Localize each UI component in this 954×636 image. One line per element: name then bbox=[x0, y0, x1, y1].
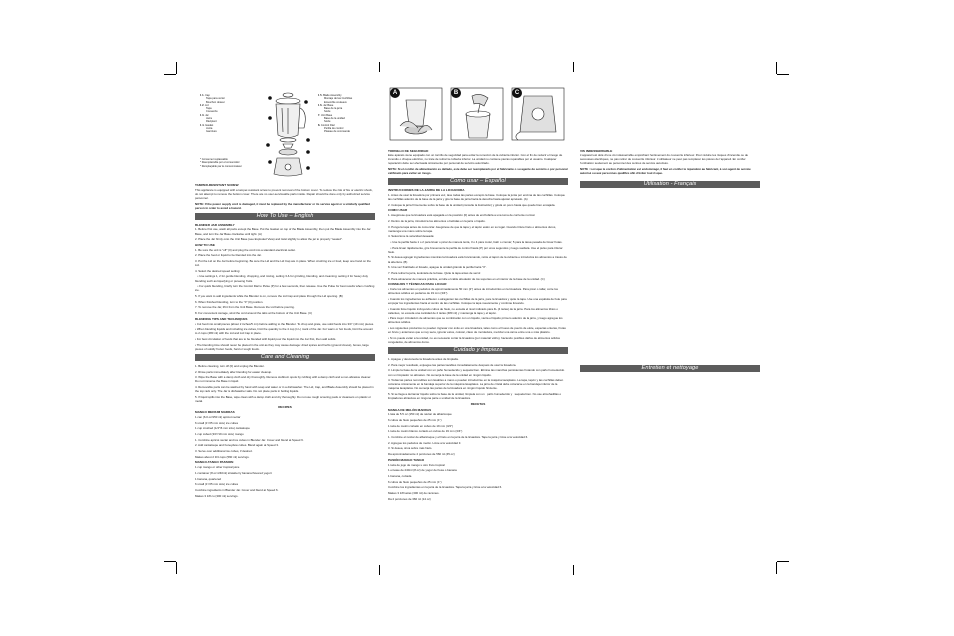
part-text: Garniture bbox=[206, 130, 217, 134]
part-number: 7. bbox=[318, 113, 321, 117]
crop-mark bbox=[573, 62, 574, 72]
screw-text: Este aparato viene equipado con un tornillo de seguridad para evitar la remoción de la cubierta inferior. Con el fin de reducir el riesgo de incendio o choque eléctrico, no trate de retirar la cubierta inferior. La unidad no contiene piezas reparables por el usuario. Cualquier reparación debe ser efectuada únicamente por personal de servicio autorizado. bbox=[388, 153, 563, 166]
recipe-line: 1. Combine apricot nectar and ice cubes in Blender Jar. Cover and blend at Speed 6. bbox=[195, 437, 304, 442]
mango-recipe bbox=[195, 415, 375, 459]
screw-title: TORNILLO DE SEGURIDAD bbox=[388, 148, 429, 153]
recipe-line: Combine ingredients in Blender Jar. Cover and blend at Speed 6. bbox=[195, 487, 279, 492]
how-to-use-step: 3. Put the Lid on the Jar before beginning. Be sure the Lid and the Lid Cap are in place. When crushing ice or food, keep one hand on the Lid. bbox=[195, 259, 372, 268]
blender-assembly-list bbox=[195, 227, 375, 241]
como-step: 3. Ponga la tapa antes de comenzar. Asegúrese de que la tapa y el tapón estén en su lugar. Cuando triture hielo o alimentos duros, mantenga una mano sobre la tapa. bbox=[388, 224, 557, 233]
how-to-use-step: 7. To remove the Jar, lift it from the Unit Base. Remove the Lid before pouring. bbox=[195, 305, 295, 310]
figure-label-c: C bbox=[512, 88, 522, 98]
consejo-item: • Cuando licúe líquido incluyendo cubos de hielo, no exceda el nivel indicado para 4L (4 tazas) de la jarra. Para los alimentos tibios o calientes, no exceda una cantidad de 2 tazas (480 ml) y mantenga la tapa y el tapón. bbox=[388, 306, 559, 315]
part-text: Gasket bbox=[205, 123, 214, 127]
como-sub: COMO USAR bbox=[388, 208, 408, 213]
care-list bbox=[195, 364, 375, 403]
tip-item: • When blending liquids and including ice cubes, limit the quantity to the 4 cup (1 L) mark of the Jar. For warm or hot foods, limit the amount to 2 cups (480 ml) with the Lid and Lid Cap in place. bbox=[195, 327, 374, 336]
pasion-title: PASIÓN MANGO TANGO bbox=[388, 457, 425, 462]
receta-line: 1. Combine el néctar de albaricoque y el hielo en la jarra de la licuadora. Tape la jarra y licúe a la velocidad 6. bbox=[388, 435, 529, 440]
part-text: Lid bbox=[205, 103, 209, 107]
receta-line: Makes 3 1/8 tazas (300 ml) de raciones. bbox=[388, 490, 440, 495]
recipe-line: Makes about 2 3/4 cups (560 ml) servings. bbox=[195, 454, 250, 459]
montaje-list bbox=[388, 193, 568, 207]
entretien-heading: Entretien et nettoyage bbox=[580, 365, 760, 372]
cuidado-step: 4. Todas las partes removibles son lavables a mano o pueden introducirse en la máquina lavaplatos. La tapa, tapón y las cuchillas deben colocarse únicamente en la bandeja superior de la máquina lavaplatos. La jarra de cristal debe colocarse en la bandeja inferior de la máquina lavaplatos. No sumerja las partes de la licuadora en ningún líquido hirviente. bbox=[388, 378, 565, 391]
how-to-use-step: 2. Place the food or liquid to be blended into the Jar. bbox=[195, 253, 262, 258]
how-to-use-step: 8. For convenient storage, wind the cord around the tabs at the bottom of the Unit Base. (C) bbox=[195, 311, 313, 316]
crop-mark bbox=[176, 562, 177, 574]
figure-label-a: A bbox=[390, 88, 400, 98]
recipe-line: 1 can (6.0 oz/150 ml) apricot nectar bbox=[195, 414, 241, 419]
crop-mark bbox=[164, 561, 176, 562]
receta-line: 1 lata de 5.5 oz (150 ml) de néctar de albaricoque bbox=[388, 412, 452, 417]
como-step: 6. Una vez finalizado el licuado, apague la unidad girando la perilla hacia "0". bbox=[388, 265, 487, 270]
mango-es-recipe bbox=[388, 412, 568, 456]
part-number: 8. bbox=[318, 123, 321, 127]
tips-title: BLENDING TIPS AND TECHNIQUES bbox=[195, 316, 248, 321]
tip-item: • Cut food into small pieces (about 2 inches/5 cm) before adding to the Blender. To chop and grate, use solid foods into 3/4" (19 mm) pieces. bbox=[195, 321, 375, 326]
recipe-line: 1 cup crushed (1/4"/6 mm size) cantaloupe bbox=[195, 426, 250, 431]
como-step: 7. Para retirar la jarra, levántela de la base. Quite la tapa antes de servir. bbox=[388, 270, 482, 275]
vis-text: L'appareil est doté d'une vis indesserrable empêchant l'enlèvement du couvercle inférieur. Pour réduire les risques d'incendie ou de secousses électriques, ne pas retirer de couvercle inférieur. L'utilisateur ne peut pas remplacer les pièces de l'appareil. En confier l'ordination seulement au personnel des centres de service autorisés. bbox=[580, 153, 749, 166]
mango-es-title: MANGA DE MELÓN MADRAS bbox=[388, 407, 432, 412]
receta-line: 1 taza de melón blanco cortado en cubos de 19 mm (3/4") bbox=[388, 429, 463, 434]
care-step: 4. Removable parts can be washed by hand with soap and water or in a dishwasher. The Lid, Cap, and Blade Assembly should be placed in the top rack only. The Jar is dishwasher safe. Do not place parts in boiling liquids. bbox=[195, 385, 375, 394]
receta-line: Combine los ingredientes en la jarra de la licuadora. Tapa la jarra y licúe a la velocidad 6. bbox=[388, 485, 503, 490]
usage-figures bbox=[388, 86, 568, 142]
how-to-use-step: • Use settings 1, 2 for gentle blending, chopping, and mixing, setting 3 & for grinding, blending, and creaming; setting 4 for heavy duty blending such as liquefying or pureeing fruits. bbox=[195, 274, 369, 283]
how-to-use-step: • For quick blending, briefly turn the Control Dial to Pulse (P) for a few seconds, then release. Use the Pulse for best results when crushing ice. bbox=[195, 284, 376, 293]
parts-note-line: * Reemplazable por el consumidor bbox=[200, 161, 240, 165]
part-number: 1 1. bbox=[200, 94, 206, 97]
receta-line: 1 taza de melón cortado en cubos de 19 mm (3/4") bbox=[388, 423, 453, 428]
blender-assembly-title: BLENDER JAR ASSEMBLY bbox=[195, 222, 235, 227]
part-number: 1 5. bbox=[318, 94, 324, 97]
cord-note: NOTE: If the power supply cord is damaged, it must be replaced by the manufacturer or its service agent or a similarly qualified person in order to avoid a hazard. bbox=[195, 201, 371, 210]
part-number: 1 2. bbox=[200, 103, 206, 107]
part-text: Ensemble couteaux bbox=[324, 100, 347, 104]
part-text: Blade Assembly bbox=[323, 94, 342, 97]
part-text: Couvercle bbox=[206, 110, 218, 114]
care-step: 5. If liquid spills into the Base, wipe clean with a damp cloth and dry thoroughly. Do not use rough scouring pads or cleansers on plastic or metal. bbox=[195, 394, 372, 403]
part-text: Control Dial bbox=[320, 123, 335, 127]
receta-line: 2. Agregue los pedazos de melón. Licúe a la velocidad 3. bbox=[388, 440, 462, 445]
recipe-line: 1 cup mango or other tropical juice bbox=[195, 465, 240, 470]
parts-legend-left bbox=[200, 94, 250, 134]
how-to-use-step: 5. If you want to add ingredients while the Blender is on, remove the Lid Cap and place through the Lid opening. (B) bbox=[195, 294, 343, 299]
consejos-list bbox=[388, 287, 568, 344]
part-text: Base de la jarra bbox=[324, 107, 343, 111]
tamper-text: This appliance is equipped with a tamper-resistant screw to prevent removal of the bottom cover. To reduce the risk of fire or electric shock, do not attempt to remove the bottom cover. There are no user-serviceable parts inside. Repair should be done only by authorized service personnel. bbox=[195, 187, 374, 200]
part-text: Base de la unidad bbox=[324, 117, 345, 121]
consejo-item: • Corte los alimentos en pedazos de aproximadamente 50 mm (2") antes de introducirlos en la licuadora. Para picar o rallar, corte los alimentos sólidos en pedazos de 19 mm (3/4"). bbox=[388, 287, 559, 296]
part-label bbox=[200, 130, 250, 133]
cuidado-heading: Cuidado y limpieza bbox=[388, 347, 568, 354]
receta-line: Da aproximadamente 2 porciones de 560 ml (45 oz) bbox=[388, 452, 455, 457]
como-step: • Use la perilla hacia 1 o 2 para licuar o picar de manera lenta, 3 o 4 para moler, batir o cremar; 5 para la tarea pesada de licuar frutas. bbox=[388, 239, 563, 244]
cuidado-list bbox=[388, 357, 568, 400]
screw-note: NOTA: Si el cordón de alimentación es dañado, este debe ser reemplazado por el fabricante o su agente de servicio o por personal calificado para evitar un riesgo. bbox=[388, 167, 569, 176]
consejo-item: • Cuando los ingredientes se adhieren o atraganten las cuchillas de la jarra, pare la licuadora y quite la tapa. Use una espátula de hule para empujar los ingredientes hacia el centro de las cuchillas. Coloque la tapa nuevamente y continúe licuando. bbox=[388, 296, 568, 305]
recipes-title: RECIPES bbox=[278, 404, 292, 409]
consejo-item: • Si no puede evitar a la unidad, no es necesario cortar la licuadora (por material vidrio), haciendo posibles daños de alimentos sólidos congelados, de alimentos duros. bbox=[388, 335, 561, 344]
spanish-column bbox=[388, 147, 568, 502]
how-to-use-heading: How To Use – English bbox=[195, 213, 375, 220]
tips-list bbox=[195, 322, 375, 351]
part-label bbox=[318, 130, 368, 133]
como-list bbox=[388, 213, 568, 281]
receta-line: 6 cubos de hielo pequeños de 25 mm (1") bbox=[388, 479, 442, 484]
recipe-line: 1 banana, quartered bbox=[195, 476, 222, 481]
receta-line: 1 banana, cortada bbox=[388, 473, 412, 478]
parts-note-line: * Remplaçable par le consommateur bbox=[200, 164, 242, 168]
part-number: 1 3. bbox=[200, 113, 206, 117]
care-heading: Care and Cleaning bbox=[195, 354, 375, 361]
passion-recipe bbox=[195, 465, 375, 498]
care-step: 3. Wipe the Base with a damp cloth and dry thoroughly. Remove stubborn spots by rubbing with a damp cloth and a non-abrasive cleaner. Do not immerse the Base in liquid. bbox=[195, 375, 372, 384]
utilisation-heading: Utilisation - Français bbox=[580, 181, 760, 188]
part-text: Jar Base bbox=[323, 103, 334, 107]
como-step: 8. Para almacenar de manera práctica, enrolle el cable alrededor de los soportes en el interior de la base de la unidad. (C) bbox=[388, 276, 545, 281]
consejos-title: CONSEJOS Y TÉCNICAS PARA LICUAR bbox=[388, 282, 447, 287]
spacer bbox=[580, 191, 760, 362]
part-text: Montaje de las Cuchillas bbox=[324, 97, 353, 101]
part-number: 1 6. bbox=[318, 103, 324, 107]
part-text: Jar bbox=[205, 113, 209, 117]
assembly-step: 1. Before first use, wash all parts except the Base. Put the Gasket on top of the Blade Assembly, then put the Blade Assembly into the Jar Base, and turn the Jar Base clockwise until tight. (A) bbox=[195, 227, 372, 236]
como-usar-heading: Como usar – Español bbox=[388, 178, 568, 185]
receta-line: 3. Si desea, sirva sobre más hielo. bbox=[388, 446, 433, 451]
crop-mark bbox=[777, 74, 789, 75]
tamper-title: TAMPER-RESISTANT SCREW bbox=[195, 183, 239, 187]
recetas-title: RECETAS bbox=[470, 401, 486, 406]
how-to-use-list bbox=[195, 248, 375, 316]
como-step: 4. Seleccione la velocidad deseada: bbox=[388, 234, 435, 239]
passion-title: MANGO-TANGO PASSION bbox=[195, 460, 234, 465]
part-text: Junta bbox=[206, 126, 213, 130]
part-text: Plateau de commande bbox=[324, 130, 350, 134]
crop-mark bbox=[164, 74, 176, 75]
cuidado-step: 5. Si se llega a derramar líquido sobre la base de la unidad, límpiela con un paño humedecido y sequela bien. No use almohadillas o limpiadores abrasivos en ninguna parte o unidad de la licuadora. bbox=[388, 392, 562, 401]
part-text: Récipient bbox=[206, 120, 217, 124]
part-text: Socle bbox=[324, 110, 331, 114]
part-text: Jarra bbox=[206, 117, 212, 121]
recipe-line: 1 cup cubed (3/4"/19 mm size) mango bbox=[195, 432, 244, 437]
figure-label-b: B bbox=[451, 88, 461, 98]
montaje-title: INSTRUCCIONES DE LA JARRA DE LA LICUADORA bbox=[388, 188, 465, 193]
vis-title: VIS INDESSERRABLE bbox=[580, 148, 613, 153]
crop-mark bbox=[573, 565, 574, 575]
receta-line: Da 2 porciones de 360 ml (14 oz) bbox=[388, 496, 431, 501]
recipe-line: 6 small (1"/25 mm size) ice cubes bbox=[195, 482, 239, 487]
part-text: Unit Base bbox=[320, 113, 333, 117]
crop-mark bbox=[176, 62, 177, 74]
receta-line: 6 cubos de hielo pequeños de 25 mm (1") bbox=[388, 418, 442, 422]
crop-mark bbox=[379, 62, 380, 72]
como-step: 1. Asegúrese que la licuadora esté apagada en la posición (0) antes de enchufarla a una toma de corriente normal. bbox=[388, 213, 536, 218]
montaje-step: 1. Antes de usar la licuadora por primera vez, lave todas las partes excepto la base. Coloque la junta por encima de las cuchillas. Coloque las cuchillas adentro de la base de la jarra y gire la base de jarra hacia la derecha hasta ajustar apretado. (A) bbox=[388, 192, 566, 202]
montaje-step: 2. Coloque la jarra firmemente sobre la base de la unidad (consulte la ilustración) y gírela un poco hasta que quede bien encajada. bbox=[388, 202, 556, 207]
recipe-line: 1 container (8 oz./240ml) strawberry banana flavored yogurt bbox=[195, 470, 272, 475]
recipe-line: Makes 3 1/8 cu (300 ml) servings. bbox=[195, 493, 239, 498]
recipe-line: 3. Serve over additional ice cubes, if desired. bbox=[195, 449, 253, 454]
mango-title: MANGO MEDIUM MADRAS bbox=[195, 410, 235, 415]
assembly-step: 2. Place the Jar firmly onto the Unit Base (see Exploded View) and twist slightly to allow the jar to properly "seated". bbox=[195, 237, 343, 242]
recipe-line: 2. Add cantaloupe and honeydew cubes. Blend again at Speed 3. bbox=[195, 443, 279, 448]
part-text: Tapa bbox=[206, 107, 212, 111]
recipe-line: 6 small (1"/25 mm size) ice cubes bbox=[195, 420, 239, 425]
consejo-item: • Los siguientes productos no pueden ingresar con éxito en una licuadora, tales como el hueso de puerto de elote, especias enteras, frutas en bruto y anteriores que a muy seca, ignorar estos, colocar, clavo de mordedura, mezclar una carne entre una o más plástico. bbox=[388, 326, 567, 335]
cuidado-step: 2. Para mejor resultado, enjuague las partes lavables inmediatamente después de usar la licuadora. bbox=[388, 362, 517, 367]
french-column bbox=[580, 147, 760, 375]
cuidado-step: 1. Apague y desconecte la licuadora antes de limpiarla. bbox=[388, 357, 459, 362]
como-step: 5. Si desea agregar ingredientes mientras la licuadora está funcionando, retire el tapón de la cubierta e introduzca los alimentos a través de la abertura. (B) bbox=[388, 255, 568, 264]
part-text: Bouchon doseur bbox=[206, 100, 225, 104]
crop-mark bbox=[776, 62, 777, 74]
part-text: Perilla de control bbox=[324, 126, 344, 130]
receta-line: 1 taza de jugo de mango u otro fruto tropical bbox=[388, 462, 445, 467]
vis-note: NOTE : Lorsque le cordon d'alimentation est endommagé, il faut en confier le réparation au fabricant, à son agent de service autorisé ou aux personnes qualifiés afin d'éviter tout risque. bbox=[580, 167, 752, 176]
part-text: Socle bbox=[324, 120, 331, 124]
consejo-item: • Para mejor circulación de alimentos que se combinarán con un líquido, vierta el líquido primero adentro de la jarra, y luego agregue los alimentos sólidos. bbox=[388, 316, 564, 325]
tip-item: • The blending time should never be placed in the unit as they may cause damage: dried spices and herbs (ground cloves), bones, large pieces of solidly frozen foods, hard or tough foods. bbox=[195, 342, 370, 351]
pasion-recipe bbox=[388, 463, 568, 501]
parts-note-line: * Consumer replaceable bbox=[200, 158, 228, 161]
crop-mark bbox=[777, 561, 789, 562]
part-number: 1 4. bbox=[200, 123, 206, 127]
crop-mark bbox=[776, 562, 777, 574]
receta-line: 1 envase de 240ml (8 oz) de yogur de fresa o banana bbox=[388, 468, 457, 473]
parts-legend-right bbox=[318, 94, 368, 134]
como-step: • Para licuar rápidamente, gire brevemente la perilla de control hasta (P) por unos segundos y luego suéltela. Use el pulso para triturar hielo. bbox=[388, 245, 564, 254]
how-to-use-sub: HOW TO USE bbox=[195, 242, 215, 247]
tip-item: • For best circulation of foods that are to be blended with liquid pour the liquid into the Jar first, then add solids. bbox=[195, 336, 337, 341]
part-text: Tapa para verter bbox=[206, 97, 225, 101]
how-to-use-step: 6. When finished blending, turn to the "0" (0) position. bbox=[195, 299, 264, 304]
care-step: 1. Before cleaning, turn off (0) and unplug the Blender. bbox=[195, 363, 265, 368]
crop-mark bbox=[379, 565, 380, 575]
part-text: Cap bbox=[205, 94, 210, 97]
como-step: 2. Dentro de la jarra, introduzca los alimentos o bebidas en la jarra o líquido. bbox=[388, 218, 486, 223]
cuidado-step: 3. Limpie la base de la unidad con un paño humedecido y sequela bien. Elimine las manchas persistentes frotando con paño humedecido con un limpiador no abrasivo. No sumerja la base de la unidad en ningún líquido. bbox=[388, 368, 566, 377]
english-column bbox=[195, 157, 375, 499]
care-step: 2. Rinse parts immediately after blending for easier cleanup. bbox=[195, 369, 272, 374]
how-to-use-step: 4. Select the desired speed setting: bbox=[195, 268, 241, 273]
how-to-use-step: 1. Be sure the unit is "off" (0) and plug the cord into a standard electrical outlet. bbox=[195, 247, 296, 252]
